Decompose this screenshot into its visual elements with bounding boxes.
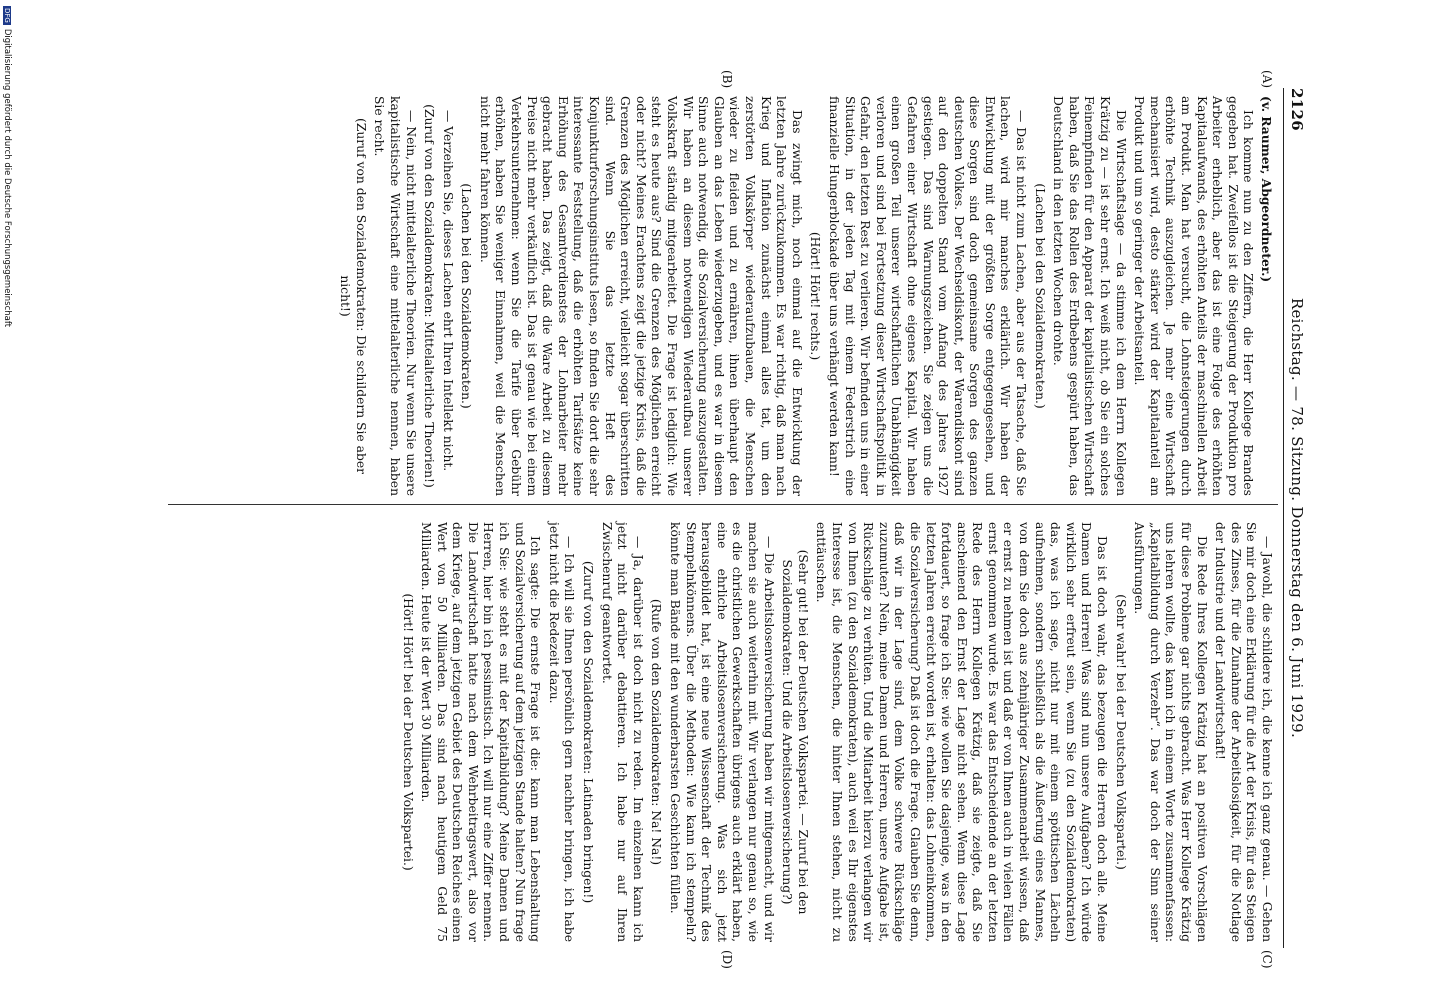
paragraph: — Verzeihen Sie, dieses Lachen ehrt Ihren Intellekt nicht. [440, 110, 455, 472]
margin-marker-c: (C) [1260, 950, 1274, 969]
interjection: (Zuruf von den Sozialdemokraten: Latinaden bringen!) [581, 560, 596, 904]
interjection: (Hört! Hört! rechts.) [808, 231, 823, 361]
footer-text: Digitalisierung gefördert durch die Deutsche Forschungsgemeinschaft [2, 28, 12, 328]
interjection: (Sehr wahr! bei der Deutschen Volkspartei.) [1113, 594, 1128, 870]
header-rule [1283, 88, 1284, 948]
dfg-logo: DFG [3, 8, 11, 23]
interjection: (Rufe von den Sozialdemokraten: Na! Na!) [649, 598, 664, 866]
paragraph: Ich komme nun zu den Ziffern, die Herr Kollege Brandes gegeben hat. Zweifellos ist die Steigerung der Produktion pro Arbeiter erheblich, aber das ist eine Folge des erhöhten Kapitalaufwands, des erhöhten Anteils der maschinellen Arbeit am Produkt. Man hat versucht, die Lohnsteigerungen durch erhöhte Technik auszugleichen. Je mehr eine Wirtschaft mechanisiert wird, desto stärker wird der Kapitalanteil am Produkt und um so geringer der Arbeitsanteil. [1132, 96, 1256, 496]
page-title: Reichstag. — 78. Sitzung. Donnerstag den 6. Juni 1929. [1288, 297, 1306, 739]
paragraph: — Das ist nicht zum Lachen, aber aus der Tatsache, daß Sie lachen, wird mir manches erklärlich. Wir haben der Entwicklung mit der größten Sorge entgegengesehen, und diese Sorgen sind doch gemeinsame Sorgen des ganzen deutschen Volkes. Der Wechseldiskont, der Warendiskont sind auf den doppelten Stand vom Anfang des Jahres 1927 gestiegen. Das sind Warnungszeichen. Sie zeigen uns die Gefahren einer Wirtschaft ohne eigenes Kapital. Wir haben einen großen Teil unserer wirtschaftlichen Unabhängigkeit verloren und sind bei Fortsetzung dieser Wirtschaftspolitik in Gefahr, den letzten Rest zu verlieren. Wir befinden uns in einer Situation, in der jeden Tag mit einem Federstrich eine finanzielle Hungerblockade über uns verhängt werden kann! [826, 96, 1029, 496]
interjection: (Zuruf von den Sozialdemokraten: Die schildern Sie aber nicht!) [338, 118, 368, 474]
paragraph: Die Rede Ihres Kollegen Krätzig hat an positiven Vorschlägen für diese Probleme gar nichts gebracht. Was Herr Kollege Krätzig uns lehren wollte, das kann ich in einem Worte zusammenfassen: „Kapitalbildung durch Verzehr“. Das war doch der Sinn seiner Ausführungen. [1132, 522, 1209, 942]
footer-credit [2, 0, 12, 1006]
paragraph: Das ist doch wahr, das bezeugen die Herren doch alle. Meine Damen und Herren! Was sind nun unsere Aufgaben? Ich würde wirklich sehr erfreut sein, wenn Sie (zu den Sozialdemokraten) das, was ich sage, nicht nur mit einem spöttischen Lächeln aufnehmen, sondern schließlich als die Äußerung eines Mannes, von dem Sie doch aus zehnjähriger Zusammenarbeit wissen, daß er ernst zu nehmen ist und daß er von Ihnen auch in vielen Fällen ernst genommen wurde. Es war das Entscheidende an der letzten Rede des Herrn Kollegen Krätzig, daß sie zeigte, daß Sie anscheinend den Ernst der Lage nicht sehen. Wenn diese Lage fortdauert, so frage ich Sie: wie wollen Sie dasjenige, was in den letzten Jahren erreicht worden ist, erhalten: das Lohneinkommen, die Sozialversicherung? Daß ist doch die Frage. Glauben Sie denn, daß wir in der Lage sind, dem Volke schwere Rückschläge zuzumuten? Nein, meine Damen und Herren, unsere Aufgabe ist, Rückschläge zu verhüten. Und die Mitarbeit hierzu verlangen wir von Ihnen (zu den Sozialdemokraten), auch weil es Ihr eigenstes Interesse ist, die Menschen, die hinter Ihnen stehen, nicht zu enttäuschen. [814, 522, 1110, 942]
paragraph: Ich sagte: Die ernste Frage ist die: kann man Lebenshaltung und Sozialversicherung auf dem jetzigen Stande halten? Nun frage ich Sie: wie steht es mit der Kapitalbildung? Meine Damen und Herren, hier bin ich pessimistisch. Ich will nur eine Ziffer nennen. Die Landwirtschaft hatte nach dem Wehrbeitragswert, also vor dem Kriege, auf dem jetzigen Gebiet des Deutschen Reiches einen Wert von 50 Milliarden. Das sind nach heutigem Geld 75 Milliarden. Heute ist der Wert 30 Milliarden. [419, 522, 543, 942]
paragraph: — Ja, darüber ist doch nicht zu reden. Im einzelnen kann ich jetzt nicht darüber debattieren. Ich habe nur auf Ihren Zwischenruf geantwortet. [599, 522, 645, 942]
margin-marker-d: (D) [720, 950, 734, 969]
paragraph: Die Wirtschaftslage — da stimme ich dem Herrn Kollegen Krätzig zu — ist sehr ernst. Ich weiß nicht, ob Sie ein solches Feinempfinden für den Apparat der kapitalistischen Wirtschaft haben, daß Sie das Rollen des Erdbebens gespürt haben, das Deutschland in den letzten Wochen drohte. [1051, 96, 1128, 496]
interjection: (Zuruf von den Sozialdemokraten: Mittelalterliche Theorien!) [422, 104, 437, 488]
interjection: (Sehr gut! bei der Deutschen Volkspartei. — Zuruf bei den Sozialdemokraten: Und die Arbeitslosenversicherung?) [780, 549, 810, 915]
speaker-line: (v. Raumer, Abgeordneter.) [1259, 96, 1274, 283]
paragraph: Das zwingt mich, noch einmal auf die Entwicklung der letzten Jahre zurückzukommen. Es war richtig, daß man nach Krieg und Inflation zunächst einmal alles tat, um den zerstörten Volkskörper wiederaufzubauen, die Menschen wieder zu fleiden und zu ernähren, ihnen überhaupt den Glauben an das Leben wiederzugeben, und es war in diesem Sinne auch notwendig, die Sozialversicherung auszugestalten. Wir haben an diesem notwendigen Wiederaufbau unserer Volkskraft ständig mitgearbeitet. Die Frage ist lediglich: Wie steht es heute aus? Sind die Grenzen des Möglichen erreicht oder nicht? Meines Erachtens zeigt die jetzige Krisis, daß die Grenzen des Möglichen erreicht, vielleicht sogar überschritten sind. Wenn Sie das letzte Heft des Konjunkturforschungsinstituts lesen, so finden Sie dort die sehr interessante Feststellung, daß die erhöhten Tarifsätze keine Erhöhung des Gesamtverdienstes der Lohnarbeiter mehr gebracht haben. Das zeigt, daß die Ware Arbeit zu diesem Preise nicht mehr verkäuflich ist. Das ist genau wie bei einem Verkehrsunternehmen: wenn Sie die Tarife über Gebühr erhöhen, haben Sie weniger Einnahmen, weil die Menschen nicht mehr fahren können. [477, 96, 804, 496]
left-text-column [334, 96, 1274, 496]
interjection: (Lachen bei den Sozialdemokraten.) [1032, 183, 1047, 409]
paragraph: — Die Arbeitslosenversicherung haben wir mitgemacht, und wir machen sie auch weiterhin mit. Wir verlangen nur genau so, wie es die christlichen Gewerkschaften übrigens auch erklärt haben, eine ehrliche Arbeitslosenversicherung. Was sich jetzt herausgebildet hat, ist eine neue Wissenschaft der Technik des Stempelnkönnens. Über die Methoden: Wie kann ich stempeln? könnte man Bände mit den wunderbarsten Geschichten füllen. [668, 522, 776, 942]
paragraph: — Jawohl, die schildere ich, die kenne ich ganz genau. — Gehen Sie mir doch eine Erklärung für die Art der Krisis, für das Steigen des Zinses, für die Zunahme der Arbeitslosigkeit, für die Notlage der Industrie und der Landwirtschaft! [1213, 522, 1274, 942]
paragraph: — Nein, nicht mittelalterliche Theorien. Nur wenn Sie unsere kapitalistische Wirtschaft eine mittelalterliche nennen, haben Sie recht. [372, 96, 418, 496]
margin-marker-b: (B) [720, 70, 734, 89]
right-text-column [396, 522, 1274, 942]
interjection: (Hört! Hört! bei der Deutschen Volkspartei.) [400, 593, 415, 871]
page-number: 2126 [1288, 88, 1306, 131]
margin-marker-a: (A) [1260, 70, 1274, 89]
interjection: (Lachen bei den Sozialdemokraten.) [459, 183, 474, 409]
column-divider [168, 504, 1278, 505]
paragraph: — Ich will sie Ihnen persönlich gern nachher bringen, ich habe jetzt nicht die Redezeit dazu. [546, 522, 577, 942]
